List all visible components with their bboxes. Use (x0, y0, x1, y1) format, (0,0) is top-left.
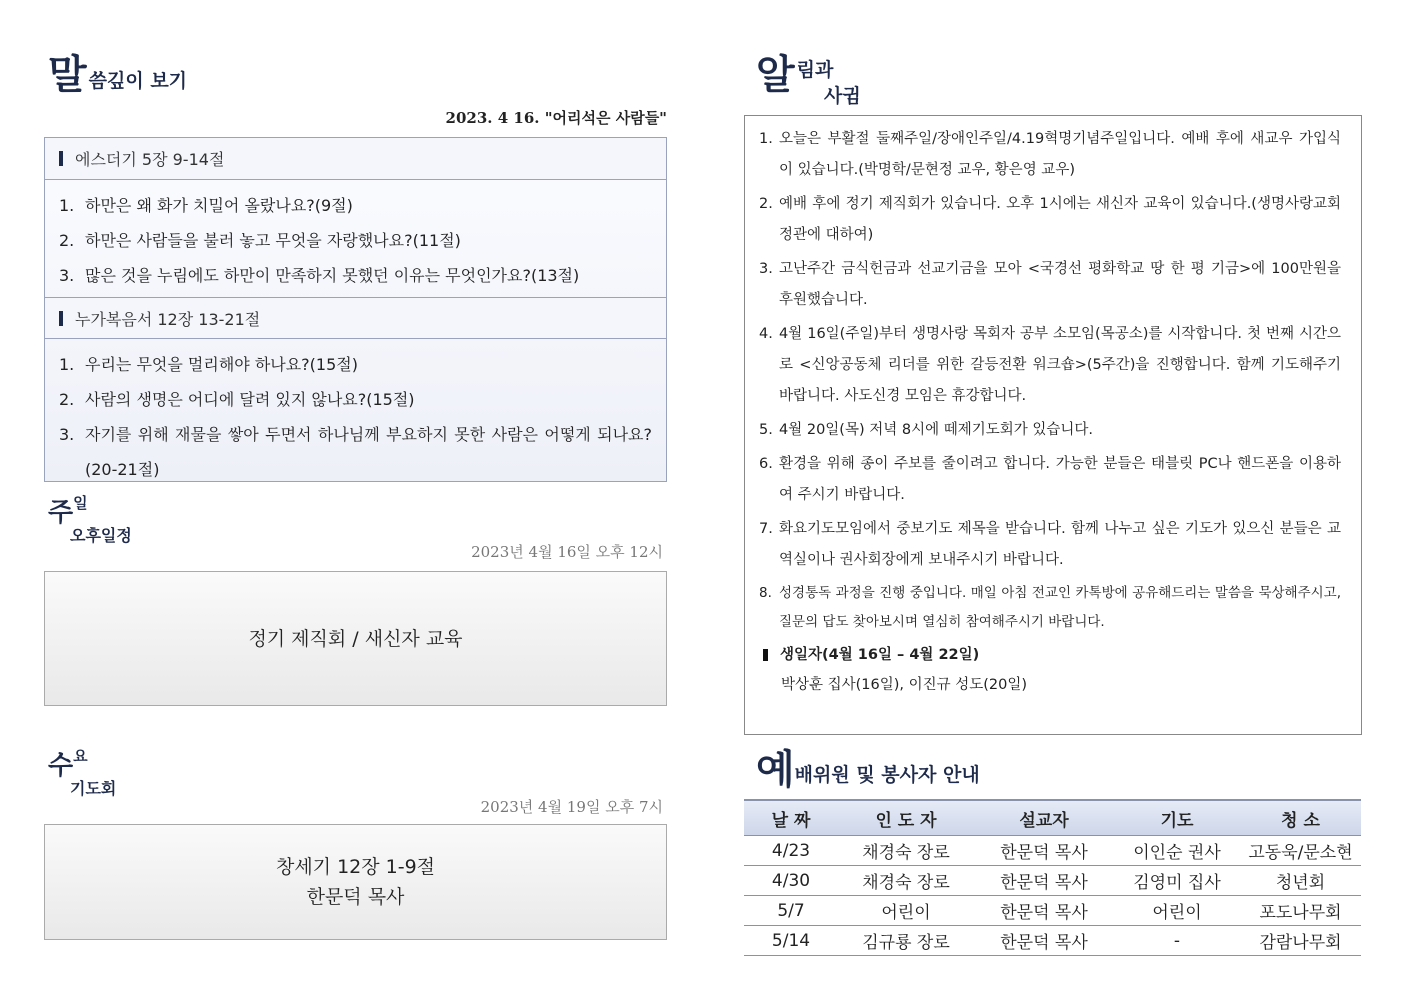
passage-label-1: 에스더기 5장 9-14절 (75, 150, 225, 169)
table-row: 5/14 김규룡 장로 한문덕 목사 - 감람나무회 (744, 926, 1361, 956)
sermon-date-title: 2023. 4 16. "어리석은 사람들" (445, 109, 667, 127)
table-row: 5/7 어린이 한문덕 목사 어린이 포도나무회 (744, 896, 1361, 926)
column-header-preacher: 설교자 (974, 800, 1114, 836)
birthday-names: 박상훈 집사(16일), 이진규 성도(20일) (781, 677, 1028, 693)
passage-header-2 (45, 297, 666, 339)
sunday-heading-small2: 오후일정 (70, 526, 132, 545)
column-header-prayer: 기도 (1114, 800, 1240, 836)
passage-header-1 (45, 138, 666, 180)
list-item: 6. 환경을 위해 종이 주보를 줄이려고 합니다. 가능한 분들은 태블릿 PC나 핸드폰을 이용하여 주시기 바랍니다. (759, 456, 1341, 503)
bible-study-heading-initial: 말 (48, 51, 87, 98)
sunday-schedule-heading (48, 492, 132, 546)
table-row: 4/23 채경숙 장로 한문덕 목사 이인순 권사 고동욱/문소현 (744, 836, 1361, 866)
list-item: 1. 우리는 무엇을 멀리해야 하나요?(15절) (59, 355, 358, 374)
list-item: 3. 자기를 위해 재물을 쌓아 두면서 하나님께 부요하지 못한 사람은 어떻게 되나요?(20-21절) (59, 425, 652, 479)
birthday-section (759, 640, 1341, 700)
bible-study-heading (48, 51, 188, 98)
list-item: 5. 4월 20일(목) 저녁 8시에 떼제기도회가 있습니다. (759, 422, 1093, 438)
sunday-event: 정기 제직회 / 새신자 교육 (248, 627, 463, 650)
worship-staff-table (744, 799, 1361, 956)
list-item: 4. 4월 16일(주일)부터 생명사랑 목회자 공부 소모임(목공소)를 시작합니다. 첫 번째 시간으로 <신앙공동체 리더를 위한 갈등전환 워크숍>(5주간)을 진행합니다. 함께 기도해주기 바랍니다. 사도신경 모임은 휴강합니다. (759, 326, 1341, 404)
wednesday-prayer-heading (48, 745, 116, 799)
list-item: 2. 하만은 사람들을 불러 놓고 무엇을 자랑했나요?(11절) (59, 231, 461, 250)
column-header-date: 날 짜 (744, 800, 838, 836)
passage-label-2: 누가복음서 12장 13-21절 (75, 309, 261, 329)
announcements-heading-small2: 사귐 (824, 85, 861, 107)
list-item: 7. 화요기도모임에서 중보기도 제목을 받습니다. 함께 나누고 싶은 기도가 있으신 분들은 교역실이나 권사회장에게 보내주시기 바랍니다. (759, 521, 1341, 568)
bible-study-heading-rest: 씀깊이 보기 (88, 70, 188, 92)
announcements-heading-initial: 알 (756, 51, 795, 98)
wed-heading-small1: 요 (73, 747, 88, 765)
wednesday-date: 2023년 4월 19일 오후 7시 (480, 798, 663, 816)
worship-heading-rest: 배위원 및 봉사자 안내 (794, 764, 980, 786)
table-row: 4/30 채경숙 장로 한문덕 목사 김영미 집사 청년회 (744, 866, 1361, 896)
question-box (44, 137, 667, 482)
wednesday-preacher: 한문덕 목사 (306, 886, 405, 908)
sunday-heading-small1: 일 (73, 494, 88, 512)
sunday-event-box (44, 571, 667, 706)
list-item: 1. 오늘은 부활절 둘째주일/장애인주일/4.19혁명기념주일입니다. 예배 후에 새교우 가입식이 있습니다.(박명학/문현정 교우, 황은영 교우) (759, 131, 1341, 178)
list-item: 1. 하만은 왜 화가 치밀어 올랐나요?(9절) (59, 196, 353, 215)
list-item: 3. 많은 것을 누림에도 하만이 만족하지 못했던 이유는 무엇인가요?(13절) (59, 266, 580, 285)
birthday-title: 생일자(4월 16일 – 4월 22일) (780, 647, 980, 663)
announcements-heading (756, 51, 861, 108)
question-list-2 (45, 339, 666, 491)
sunday-date: 2023년 4월 16일 오후 12시 (471, 543, 663, 561)
bullet-icon (763, 649, 768, 661)
column-header-leader: 인 도 자 (838, 800, 974, 836)
list-item: 2. 예배 후에 정기 제직회가 있습니다. 오후 1시에는 새신자 교육이 있습니다.(생명사랑교회 정관에 대하여) (759, 196, 1341, 243)
worship-heading-initial: 예 (756, 746, 795, 793)
wednesday-event-box (44, 824, 667, 940)
announcements-heading-small1: 림과 (796, 59, 834, 81)
question-list-1 (45, 180, 666, 297)
wednesday-passage: 창세기 12장 1-9절 (275, 856, 436, 878)
list-item: 2. 사람의 생명은 어디에 달려 있지 않나요?(15절) (59, 390, 415, 409)
wed-heading-small2: 기도회 (70, 779, 117, 798)
worship-staff-heading (756, 746, 980, 793)
sunday-heading-initial: 주 (48, 498, 74, 528)
table-header-row (744, 800, 1361, 836)
wed-heading-initial: 수 (48, 751, 74, 781)
column-header-cleaning: 청 소 (1240, 800, 1361, 836)
announcements-box (744, 115, 1362, 735)
list-item: 8. 성경통독 과정을 진행 중입니다. 매일 아침 전교인 카톡방에 공유해드리는 말씀을 묵상해주시고, 질문의 답도 찾아보시며 열심히 참여해주시기 바랍니다. (759, 585, 1341, 630)
list-item: 3. 고난주간 금식헌금과 선교기금을 모아 <국경선 평화학교 땅 한 평 기금>에 100만원을 후원했습니다. (759, 261, 1341, 308)
